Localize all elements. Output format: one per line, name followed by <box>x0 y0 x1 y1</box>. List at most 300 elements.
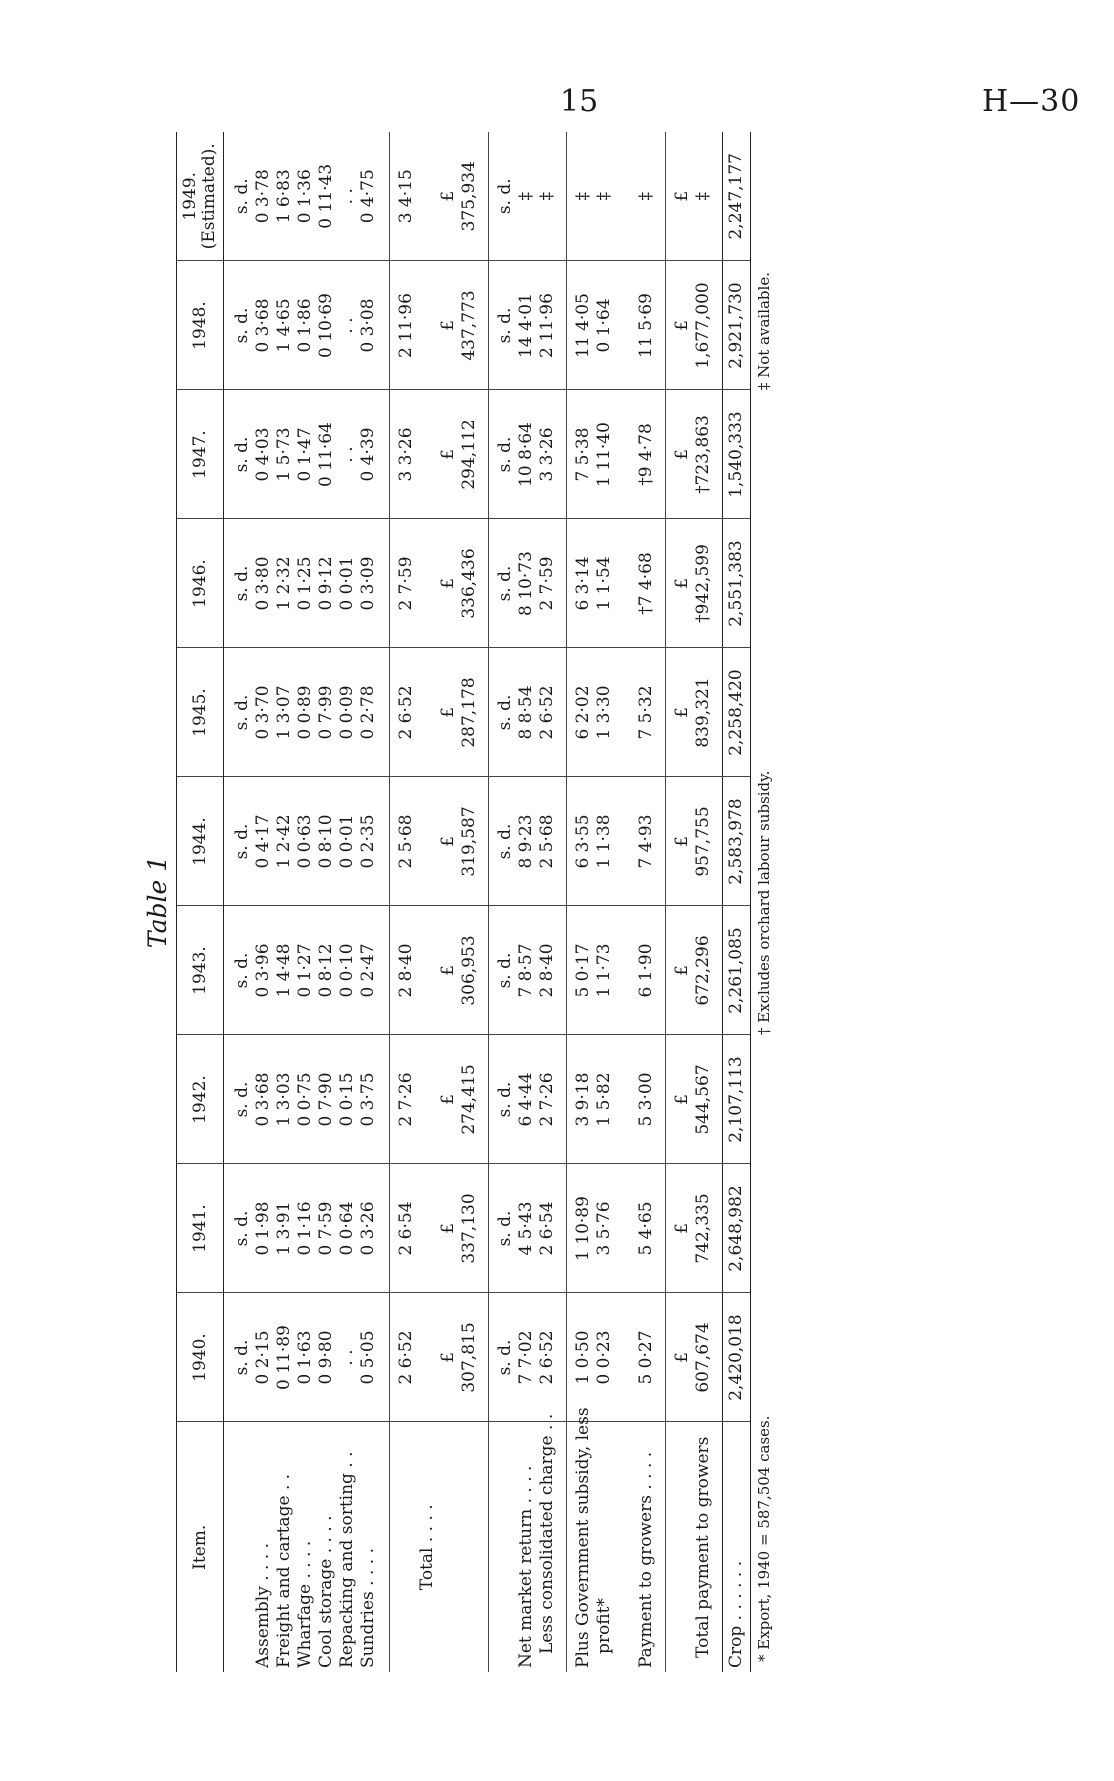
net-cell <box>489 648 567 777</box>
cell-line: £ <box>672 578 692 589</box>
label-net-market-return: Net market return . . . . <box>516 1465 536 1668</box>
cell-line: 1 3·30 <box>594 685 614 740</box>
cell-line: £ <box>672 707 692 718</box>
cell-line: 0 1·86 <box>295 298 315 353</box>
cell-line: s. d. <box>232 952 252 989</box>
cell-line <box>615 653 636 773</box>
cell-line: 6 4·44 <box>516 1072 536 1127</box>
cell-line: £ <box>438 836 458 847</box>
total-cell <box>390 777 489 906</box>
cell-line: ‡ <box>636 192 656 201</box>
cell-line: 0 7·90 <box>316 1072 336 1127</box>
cell-line: £ <box>438 965 458 976</box>
cell-line: 0 3·68 <box>253 298 273 353</box>
costs-cell <box>224 390 390 519</box>
cell-line: 0 3·78 <box>253 169 273 224</box>
cell-line: £ <box>672 1094 692 1105</box>
label-wharfage: Wharfage . . . . <box>295 1540 315 1668</box>
subsidy-cell <box>567 1035 666 1164</box>
total-cell <box>390 390 489 519</box>
total-payment-cell <box>666 390 723 519</box>
cell-line: 1 5·73 <box>274 427 294 482</box>
cell-line: 2 5·68 <box>396 814 416 869</box>
cell-line: 8 8·54 <box>516 685 536 740</box>
cell-line: s. d. <box>495 1339 515 1376</box>
costs-cell <box>224 1293 390 1422</box>
cell-line: 5 4·65 <box>636 1201 656 1256</box>
total-payment-cell <box>666 1164 723 1293</box>
cell-line: 0 3·08 <box>358 298 378 353</box>
cell-line: ‡ <box>537 192 557 201</box>
net-cell <box>489 261 567 390</box>
cell-line: s. d. <box>232 307 252 344</box>
cell-line: 287,178 <box>459 677 479 748</box>
net-labels <box>489 1413 567 1672</box>
cell-line: 0 8·12 <box>316 943 336 998</box>
document-reference: H—30 <box>982 84 1081 119</box>
cell-line: 0 0·01 <box>337 556 357 611</box>
label-payment-to-growers: Payment to growers . . . . <box>636 1451 656 1668</box>
cell-line: 3 9·18 <box>573 1072 593 1127</box>
cell-line <box>615 1040 636 1160</box>
cell-line: 0 1·64 <box>594 298 614 353</box>
cell-line: £ <box>672 1223 692 1234</box>
cell-line: ‡ <box>594 192 614 201</box>
costs-cell <box>224 1164 390 1293</box>
cell-line: 294,112 <box>459 419 479 490</box>
cell-line: £ <box>438 320 458 331</box>
cell-line: 0 4·75 <box>358 169 378 224</box>
total-payment-cell <box>666 1035 723 1164</box>
cell-line: 0 1·16 <box>295 1201 315 1256</box>
cell-line: £ <box>438 578 458 589</box>
net-cell <box>489 1164 567 1293</box>
cell-line <box>615 395 636 515</box>
cell-line <box>417 395 438 515</box>
net-cell <box>489 390 567 519</box>
rotated-table-container <box>140 132 920 1672</box>
header-row <box>177 132 224 1672</box>
total-payment-cell <box>666 906 723 1035</box>
header-year: 1942. <box>177 1035 224 1164</box>
cell-line <box>615 136 636 257</box>
total-cell <box>390 132 489 261</box>
label-repacking: Repacking and sorting . . <box>337 1451 357 1668</box>
label-cool-storage: Cool storage . . . . <box>316 1515 336 1668</box>
cell-line <box>417 1298 438 1418</box>
cell-line: 0 0·89 <box>295 685 315 740</box>
header-year: 1945. <box>177 648 224 777</box>
cell-line: 672,296 <box>693 935 713 1006</box>
cell-line: £ <box>672 836 692 847</box>
cell-line: 8 9·23 <box>516 814 536 869</box>
cell-line: 0 10·69 <box>316 293 336 358</box>
cell-line: 839,321 <box>693 677 713 748</box>
cell-line: 0 3·68 <box>253 1072 273 1127</box>
cell-line: s. d. <box>495 1210 515 1247</box>
label-consolidated-charge: Less consolidated charge . . <box>537 1413 557 1654</box>
cell-line: 742,335 <box>693 1193 713 1264</box>
cell-line <box>417 524 438 644</box>
header-year-estimated: 1949. (Estimated). <box>177 132 224 261</box>
subsidy-cell <box>567 1164 666 1293</box>
crop-cell: 2,247,177 <box>723 132 751 261</box>
cell-line: 6 1·90 <box>636 943 656 998</box>
cell-line: 0 0·01 <box>337 814 357 869</box>
crop-cell: 2,261,085 <box>723 906 751 1035</box>
cell-line: s. d. <box>232 1081 252 1118</box>
cell-line: s. d. <box>232 565 252 602</box>
cell-line: s. d. <box>232 436 252 473</box>
cell-line <box>417 911 438 1031</box>
cell-line: £ <box>672 449 692 460</box>
cell-line <box>615 266 636 386</box>
cell-line: 3 3·26 <box>537 427 557 482</box>
crop-cell: 2,551,383 <box>723 519 751 648</box>
net-cell <box>489 519 567 648</box>
label-freight: Freight and cartage . . <box>274 1473 294 1668</box>
cell-line: £ <box>438 1223 458 1234</box>
cell-line: 10 8·64 <box>516 422 536 487</box>
total-cell <box>390 1293 489 1422</box>
cell-line: 307,815 <box>459 1322 479 1393</box>
cell-line: £ <box>672 1352 692 1363</box>
cell-line <box>417 653 438 773</box>
cell-line: 0 4·39 <box>358 427 378 482</box>
cell-line: 0 3·70 <box>253 685 273 740</box>
crop-label: Crop . . . . . . <box>723 1422 751 1672</box>
total-payment-cell <box>666 261 723 390</box>
cell-line: 0 3·96 <box>253 943 273 998</box>
cell-line: ‡ <box>573 192 593 201</box>
crop-cell: 2,583,978 <box>723 777 751 906</box>
cell-line: 1 1·54 <box>594 556 614 611</box>
subsidy-cell <box>567 261 666 390</box>
costs-cell <box>224 261 390 390</box>
subsidy-cell <box>567 519 666 648</box>
cell-line: 0 5·05 <box>358 1330 378 1385</box>
cell-line <box>615 911 636 1031</box>
cell-line: 0 3·75 <box>358 1072 378 1127</box>
label-assembly: Assembly . . . . <box>253 1542 273 1668</box>
costs-row <box>224 132 390 1672</box>
cell-line: 1 10·89 <box>573 1196 593 1261</box>
net-cell <box>489 1035 567 1164</box>
total-payment-cell <box>666 132 723 261</box>
cell-line: 0 2·47 <box>358 943 378 998</box>
cell-line <box>417 782 438 902</box>
subsidy-labels <box>567 1407 666 1672</box>
cell-line: 437,773 <box>459 290 479 361</box>
cell-line: 0 0·09 <box>337 685 357 740</box>
cell-line: 0 2·15 <box>253 1330 273 1385</box>
cell-line: 2 6·54 <box>537 1201 557 1256</box>
cell-line: . . <box>337 188 357 205</box>
header-year: 1940. <box>177 1293 224 1422</box>
label-total-payment: Total payment to growers <box>693 1436 713 1658</box>
table-caption: Table 1 <box>143 855 172 949</box>
total-payment-cell <box>666 648 723 777</box>
label-profit: profit* <box>594 1598 614 1654</box>
cell-line: 7 5·32 <box>636 685 656 740</box>
cell-line: 2 7·59 <box>396 556 416 611</box>
cell-line: 0 8·10 <box>316 814 336 869</box>
total-cell <box>390 519 489 648</box>
header-year: 1944. <box>177 777 224 906</box>
cell-line: †942,599 <box>693 544 713 623</box>
cell-line: 0 4·03 <box>253 427 273 482</box>
crop-cell: 2,921,730 <box>723 261 751 390</box>
cell-line: 11 5·69 <box>636 293 656 358</box>
cell-line: 0 0·63 <box>295 814 315 869</box>
cell-line: 5 3·00 <box>636 1072 656 1127</box>
total-cell <box>390 1035 489 1164</box>
subsidy-cell <box>567 777 666 906</box>
costs-cell <box>224 1035 390 1164</box>
cell-line: s. d. <box>495 823 515 860</box>
cell-line: 14 4·01 <box>516 293 536 358</box>
cell-line: 1 4·65 <box>274 298 294 353</box>
cell-line: 1 5·82 <box>594 1072 614 1127</box>
cell-line: 5 0·17 <box>573 943 593 998</box>
cell-line: 0 0·23 <box>594 1330 614 1385</box>
crop-cell: 2,107,113 <box>723 1035 751 1164</box>
total-payment-label-cell <box>666 1422 723 1672</box>
header-year: 1941. <box>177 1164 224 1293</box>
cell-line <box>417 136 438 257</box>
crop-row <box>723 132 751 1672</box>
cell-line: ‡ <box>516 192 536 201</box>
cell-line: s. d. <box>232 823 252 860</box>
header-year: 1946. <box>177 519 224 648</box>
cell-line: s. d. <box>495 1081 515 1118</box>
crop-cell: 2,648,982 <box>723 1164 751 1293</box>
cell-line: £ <box>438 1094 458 1105</box>
header-item: Item. <box>177 1422 224 1672</box>
cell-line: s. d. <box>495 694 515 731</box>
total-row <box>390 132 489 1672</box>
costs-cell <box>224 648 390 777</box>
cell-line: 2 8·40 <box>537 943 557 998</box>
label-sundries: Sundries . . . . <box>358 1547 378 1668</box>
cell-line: 2 6·52 <box>396 1330 416 1385</box>
total-payment-row <box>666 132 723 1672</box>
cell-line: 0 1·36 <box>295 169 315 224</box>
cell-line: ‡ <box>693 192 713 201</box>
total-cell <box>390 906 489 1035</box>
costs-labels <box>224 1422 390 1672</box>
cell-line: †7 4·68 <box>636 552 656 615</box>
costs-cell <box>224 519 390 648</box>
header-year: 1943. <box>177 906 224 1035</box>
cell-line: 2 7·26 <box>396 1072 416 1127</box>
cell-line: 337,130 <box>459 1193 479 1264</box>
cell-line: s. d. <box>495 952 515 989</box>
cell-line: s. d. <box>232 694 252 731</box>
cell-line: 2 7·59 <box>537 556 557 611</box>
total-payment-cell <box>666 1293 723 1422</box>
cell-line: £ <box>438 707 458 718</box>
cell-line: 0 11·64 <box>316 422 336 487</box>
cell-line: £ <box>438 449 458 460</box>
cell-line: 8 10·73 <box>516 551 536 616</box>
cell-line: £ <box>438 1352 458 1363</box>
cell-line: 0 3·80 <box>253 556 273 611</box>
subsidy-cell <box>567 390 666 519</box>
cell-line: 0 2·35 <box>358 814 378 869</box>
total-cell <box>390 1164 489 1293</box>
cell-line: 319,587 <box>459 806 479 877</box>
cell-line: s. d. <box>495 307 515 344</box>
cell-line: 0 9·12 <box>316 556 336 611</box>
cell-line: 1 2·42 <box>274 814 294 869</box>
cell-line: 2 6·54 <box>396 1201 416 1256</box>
cell-line: 1 1·38 <box>594 814 614 869</box>
cell-line: 1 1·73 <box>594 943 614 998</box>
cell-line: 3 3·26 <box>396 427 416 482</box>
cell-line: 0 1·63 <box>295 1330 315 1385</box>
subsidy-cell <box>567 648 666 777</box>
cell-line: 0 3·09 <box>358 556 378 611</box>
cell-line: 1 2·32 <box>274 556 294 611</box>
header-year: 1947. <box>177 390 224 519</box>
total-cell <box>390 648 489 777</box>
cell-line: 1 4·48 <box>274 943 294 998</box>
cell-line: 0 1·47 <box>295 427 315 482</box>
cell-line: 0 4·17 <box>253 814 273 869</box>
header-year: 1948. <box>177 261 224 390</box>
cell-line: 2 6·52 <box>537 1330 557 1385</box>
cell-line: 0 7·99 <box>316 685 336 740</box>
cell-line: 1 6·83 <box>274 169 294 224</box>
cell-line: 0 3·26 <box>358 1201 378 1256</box>
cell-line: 0 0·10 <box>337 943 357 998</box>
cell-line: £ <box>438 190 458 202</box>
cell-line: 336,436 <box>459 548 479 619</box>
subsidy-cell <box>567 132 666 261</box>
cell-line: 3 4·15 <box>396 169 416 224</box>
cell-line: 274,415 <box>459 1064 479 1135</box>
cell-line: 0 7·59 <box>316 1201 336 1256</box>
cell-line: 5 0·27 <box>636 1330 656 1385</box>
cell-line: 0 11·89 <box>274 1325 294 1390</box>
cell-line: 6 2·02 <box>573 685 593 740</box>
cell-line: £ <box>672 965 692 976</box>
cell-line: 7 8·57 <box>516 943 536 998</box>
net-cell <box>489 1293 567 1422</box>
cell-line: 0 0·64 <box>337 1201 357 1256</box>
cell-line: 2 7·26 <box>537 1072 557 1127</box>
total-payment-cell <box>666 519 723 648</box>
total-label-cell <box>390 1422 489 1672</box>
cell-line: . . <box>337 317 357 334</box>
cell-line: 0 1·27 <box>295 943 315 998</box>
cell-line: 375,934 <box>459 161 479 232</box>
cell-line: 0 0·75 <box>295 1072 315 1127</box>
cell-line: 306,953 <box>459 935 479 1006</box>
cell-line: 6 3·14 <box>573 556 593 611</box>
cell-line: s. d. <box>232 178 252 215</box>
cell-line: 4 5·43 <box>516 1201 536 1256</box>
cell-line: s. d. <box>232 1339 252 1376</box>
cell-line: 2 6·52 <box>537 685 557 740</box>
cell-line <box>615 782 636 902</box>
net-cell <box>489 132 567 261</box>
cell-line: 1 11·40 <box>594 422 614 487</box>
cell-line: 0 9·80 <box>316 1330 336 1385</box>
cell-line: 7 5·38 <box>573 427 593 482</box>
total-payment-cell <box>666 777 723 906</box>
cell-line: 0 11·43 <box>316 163 336 229</box>
crop-cell: 1,540,333 <box>723 390 751 519</box>
cell-line: 957,755 <box>693 806 713 877</box>
cell-line: s. d. <box>495 565 515 602</box>
cell-line: 11 4·05 <box>573 293 593 358</box>
cell-line: 1 0·50 <box>573 1330 593 1385</box>
cell-line: 0 1·98 <box>253 1201 273 1256</box>
footnote-export: * Export, 1940 = 587,504 cases. <box>755 1415 773 1662</box>
cell-line: . . <box>337 1349 357 1366</box>
cell-line: £ <box>672 320 692 331</box>
cell-line: †723,863 <box>693 415 713 494</box>
cell-line: £ <box>672 190 692 202</box>
page-number: 15 <box>560 84 599 119</box>
cell-line: 544,567 <box>693 1064 713 1135</box>
cell-line <box>615 524 636 644</box>
net-cell <box>489 906 567 1035</box>
crop-cell: 2,420,018 <box>723 1293 751 1422</box>
cell-line: . . <box>337 446 357 463</box>
cell-line: 6 3·55 <box>573 814 593 869</box>
cell-line: 0 0·15 <box>337 1072 357 1127</box>
cell-line: 2 11·96 <box>537 293 557 358</box>
cell-line: s. d. <box>495 178 515 215</box>
net-cell <box>489 777 567 906</box>
cell-line <box>417 1040 438 1160</box>
costs-cell <box>224 132 390 261</box>
cell-line: 7 4·93 <box>636 814 656 869</box>
subsidy-row <box>567 132 666 1672</box>
cell-line: 1,677,000 <box>693 282 713 369</box>
cell-line: 2 6·52 <box>396 685 416 740</box>
cell-line <box>417 266 438 386</box>
cell-line: †9 4·78 <box>636 423 656 486</box>
cell-line: s. d. <box>495 436 515 473</box>
net-return-row <box>489 132 567 1672</box>
costs-cell <box>224 906 390 1035</box>
crop-cell: 2,258,420 <box>723 648 751 777</box>
cell-line: 2 8·40 <box>396 943 416 998</box>
cell-line <box>615 1298 636 1418</box>
cell-line <box>615 1169 636 1289</box>
cell-line: 1 3·91 <box>274 1201 294 1256</box>
footnote-not-available: ‡ Not available. <box>755 272 773 391</box>
cell-line: 0 2·78 <box>358 685 378 740</box>
cell-line <box>417 1169 438 1289</box>
cell-line: 1 3·03 <box>274 1072 294 1127</box>
cell-line: 2 5·68 <box>537 814 557 869</box>
label-total: Total . . . . <box>417 1504 437 1591</box>
cell-line: 3 5·76 <box>594 1201 614 1256</box>
cell-line: 0 1·25 <box>295 556 315 611</box>
footnote-labour-subsidy: † Excludes orchard labour subsidy. <box>755 770 773 1036</box>
cell-line: 2 11·96 <box>396 293 416 358</box>
footnotes <box>751 132 773 1672</box>
data-table <box>176 132 751 1672</box>
subsidy-cell <box>567 906 666 1035</box>
cell-line: 7 7·02 <box>516 1330 536 1385</box>
cell-line: 607,674 <box>693 1322 713 1393</box>
